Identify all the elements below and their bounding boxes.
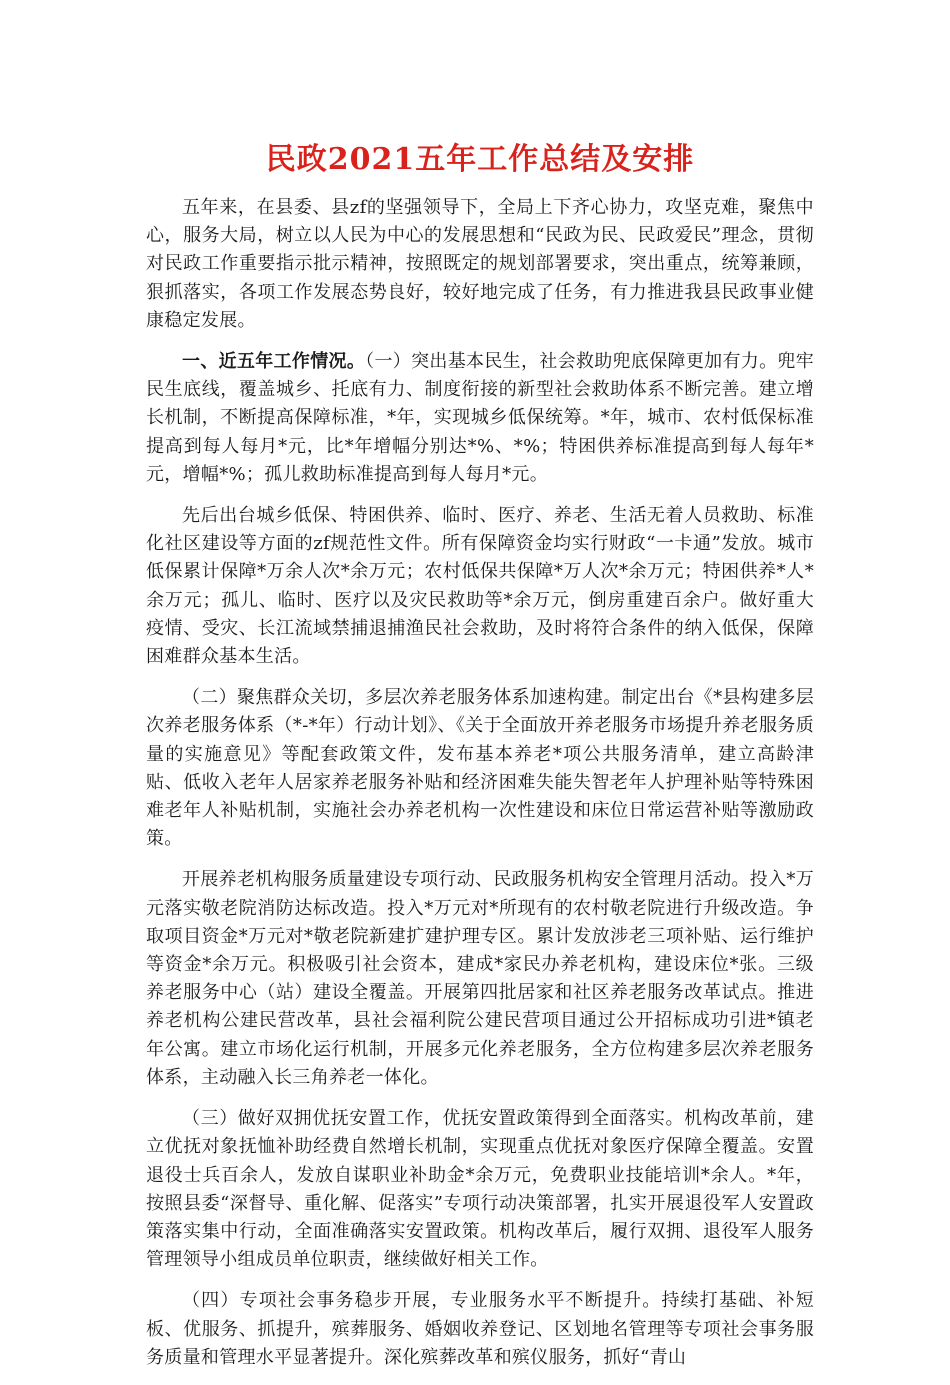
paragraph-text: （一）突出基本民生，社会救助兜底保障更加有力。兜牢民生底线，覆盖城乡、托底有力、制度衔接的新型社会救助体系不断完善。建立增长机制，不断提高保障标准，*年，实现城乡低保统筹。*年，城市、农村低保标准提高到每人每月*元，比*年增幅分别达*%、*%；特困供养标准提高到每人每年*元，增幅*%；孤儿救助标准提高到每人每月*元。 (146, 351, 815, 485)
paragraph-social-assistance (146, 502, 814, 671)
paragraph-elderly-institutions (146, 866, 814, 1092)
paragraph-section-one (146, 348, 814, 489)
paragraph-text: 先后出台城乡低保、特困供养、临时、医疗、养老、生活无着人员救助、标准化社区建设等方面的zf规范性文件。所有保障资金均实行财政“一卡通”发放。城市低保累计保障*万余人次*余万元；农村低保共保障*万人次*余万元；特困供养*人*余万元；孤儿、临时、医疗以及灾民救助等*余万元，倒房重建百余户。做好重大疫情、受灾、长江流域禁捕退捕渔民社会救助，及时将符合条件的纳入低保，保障困难群众基本生活。 (146, 505, 814, 668)
paragraph-text: （二）聚焦群众关切，多层次养老服务体系加速构建。制定出台《*县构建多层次养老服务体系（*-*年）行动计划》、《关于全面放开养老服务市场提升养老服务质量的实施意见》等配套政策文件，发布基本养老*项公共服务清单，建立高龄津贴、低收入老年人居家养老服务补贴和经济困难失能失智老年人护理补贴等特殊困难老年人补贴机制，实施社会办养老机构一次性建设和床位日常运营补贴等激励政策。 (146, 687, 814, 850)
paragraph-military-support (146, 1105, 814, 1274)
paragraph-text: （三）做好双拥优抚安置工作，优抚安置政策得到全面落实。机构改革前，建立优抚对象抚恤补助经费自然增长机制，实现重点优抚对象医疗保障全覆盖。安置退役士兵百余人，发放自谋职业补助金*余万元，免费职业技能培训*余人。*年，按照县委“深督导、重化解、促落实”专项行动决策部署，扎实开展退役军人安置政策落实集中行动，全面准确落实安置政策。机构改革后，履行双拥、退役军人服务管理领导小组成员单位职责，继续做好相关工作。 (146, 1108, 814, 1271)
paragraph-intro (146, 194, 814, 335)
paragraph-text: 五年来，在县委、县zf的坚强领导下，全局上下齐心协力，攻坚克难，聚焦中心，服务大局，树立以人民为中心的发展思想和“民政为民、民政爱民”理念，贯彻对民政工作重要指示批示精神，按照既定的规划部署要求，突出重点，统筹兼顾，狠抓落实，各项工作发展态势良好，较好地完成了任务，有力推进我县民政事业健康稳定发展。 (146, 197, 814, 331)
paragraph-text: 开展养老机构服务质量建设专项行动、民政服务机构安全管理月活动。投入*万元落实敬老院消防达标改造。投入*万元对*所现有的农村敬老院进行升级改造。争取项目资金*万元对*敬老院新建扩建护理专区。累计发放涉老三项补贴、运行维护等资金*余万元。积极吸引社会资本，建成*家民办养老机构，建设床位*张。三级养老服务中心（站）建设全覆盖。开展第四批居家和社区养老服务改革试点。推进养老机构公建民营改革，县社会福利院公建民营项目通过公开招标成功引进*镇老年公寓。建立市场化运行机制，开展多元化养老服务，全方位构建多层次养老服务体系，主动融入长三角养老一体化。 (146, 869, 814, 1088)
document-title: 民政2021五年工作总结及安排 (265, 142, 695, 177)
paragraph-elderly-care (146, 684, 814, 853)
paragraph-social-affairs (146, 1287, 814, 1372)
section-heading: 一、近五年工作情况。 (182, 351, 366, 373)
document-page (146, 138, 814, 1385)
paragraph-text: （四）专项社会事务稳步开展，专业服务水平不断提升。持续打基础、补短板、优服务、抓提升，殡葬服务、婚姻收养登记、区划地名管理等专项社会事务服务质量和管理水平显著提升。深化殡葬改革和殡仪服务，抓好“青山 (146, 1290, 814, 1368)
